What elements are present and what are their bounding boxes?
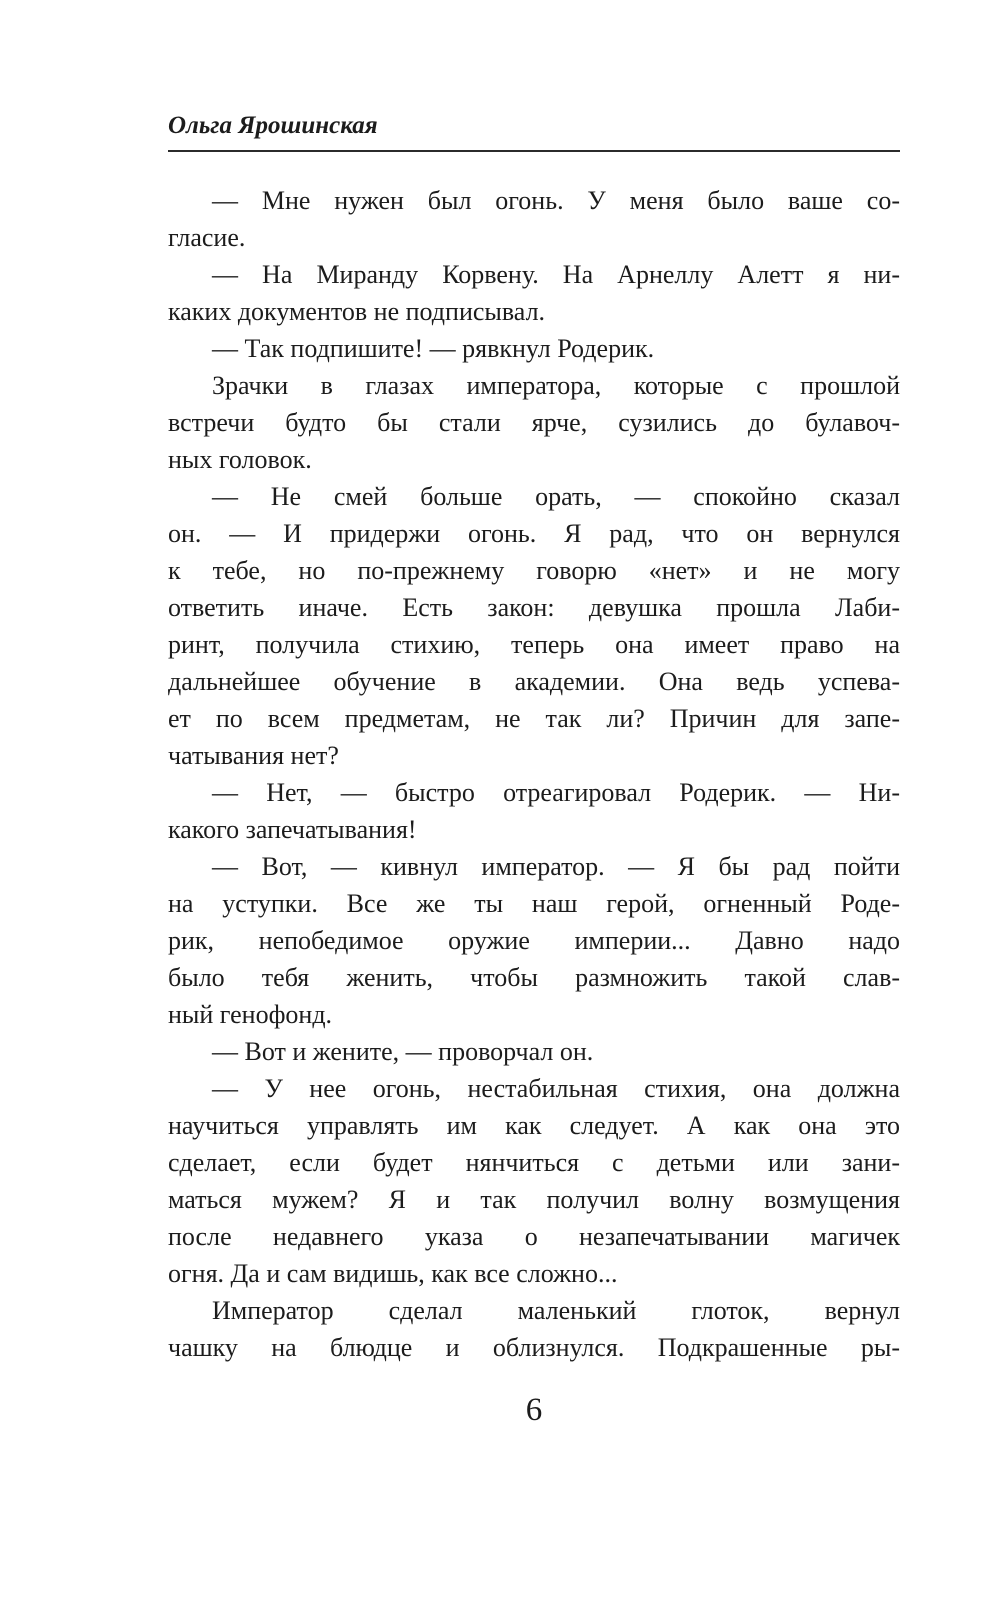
text-line: каких документов не подписывал. (168, 297, 546, 326)
text-line: к тебе, но по-прежнему говорю «нет» и не могу (168, 556, 900, 585)
text-line: после недавнего указа о незапечатывании магичек (168, 1222, 900, 1251)
text-line: — На Миранду Корвену. На Арнеллу Алетт я ни- (212, 260, 900, 289)
text-line: — Нет, — быстро отреагировал Родерик. — Ни- (212, 778, 900, 807)
text-line: он. — И придержи огонь. Я рад, что он вернулся (168, 519, 900, 548)
text-line: — Мне нужен был огонь. У меня было ваше со- (212, 186, 900, 215)
page-text (168, 182, 900, 1366)
author-name: Ольга Ярошинская (168, 112, 378, 139)
text-line: было тебя женить, чтобы размножить такой слав- (168, 963, 900, 992)
paragraph (168, 367, 900, 478)
text-line: рик, непобедимое оружие империи... Давно надо (168, 926, 900, 955)
paragraph (168, 848, 900, 1033)
text-line: огня. Да и сам видишь, как все сложно... (168, 1259, 618, 1288)
text-line: — Так подпишите! — рявкнул Родерик. (212, 334, 655, 363)
text-line: дальнейшее обучение в академии. Она ведь успева- (168, 667, 900, 696)
paragraph (168, 182, 900, 256)
text-line: чатывания нет? (168, 741, 339, 770)
text-line: Император сделал маленький глоток, вернул (212, 1296, 900, 1325)
running-header (168, 112, 900, 152)
paragraph (168, 330, 900, 367)
text-line: научиться управлять им как следует. А как она это (168, 1111, 900, 1140)
text-line: гласие. (168, 223, 246, 252)
text-line: ответить иначе. Есть закон: девушка прошла Лаби- (168, 593, 900, 622)
text-line: ный генофонд. (168, 1000, 333, 1029)
text-line: встречи будто бы стали ярче, сузились до булавоч- (168, 408, 900, 437)
text-line: — Вот и жените, — проворчал он. (212, 1037, 594, 1066)
text-line: Зрачки в глазах императора, которые с прошлой (212, 371, 900, 400)
text-line: какого запечатывания! (168, 815, 417, 844)
text-line: сделает, если будет нянчиться с детьми или зани- (168, 1148, 900, 1177)
paragraph (168, 256, 900, 330)
text-line: ринт, получила стихию, теперь она имеет право на (168, 630, 900, 659)
text-line: чашку на блюдце и облизнулся. Подкрашенные ры- (168, 1333, 900, 1362)
page-number: 6 (525, 1392, 543, 1428)
text-line: ных головок. (168, 445, 312, 474)
text-line: — У нее огонь, нестабильная стихия, она должна (212, 1074, 900, 1103)
paragraph (168, 1033, 900, 1070)
text-line: — Не смей больше орать, — спокойно сказал (212, 482, 900, 511)
text-line: — Вот, — кивнул император. — Я бы рад пойти (212, 852, 900, 881)
paragraph (168, 1292, 900, 1366)
paragraph (168, 1070, 900, 1292)
text-line: на уступки. Все же ты наш герой, огненный Роде- (168, 889, 900, 918)
paragraph (168, 774, 900, 848)
text-line: ет по всем предметам, не так ли? Причин для запе- (168, 704, 900, 733)
paragraph (168, 478, 900, 774)
text-line: маться мужем? Я и так получил волну возмущения (168, 1185, 900, 1214)
